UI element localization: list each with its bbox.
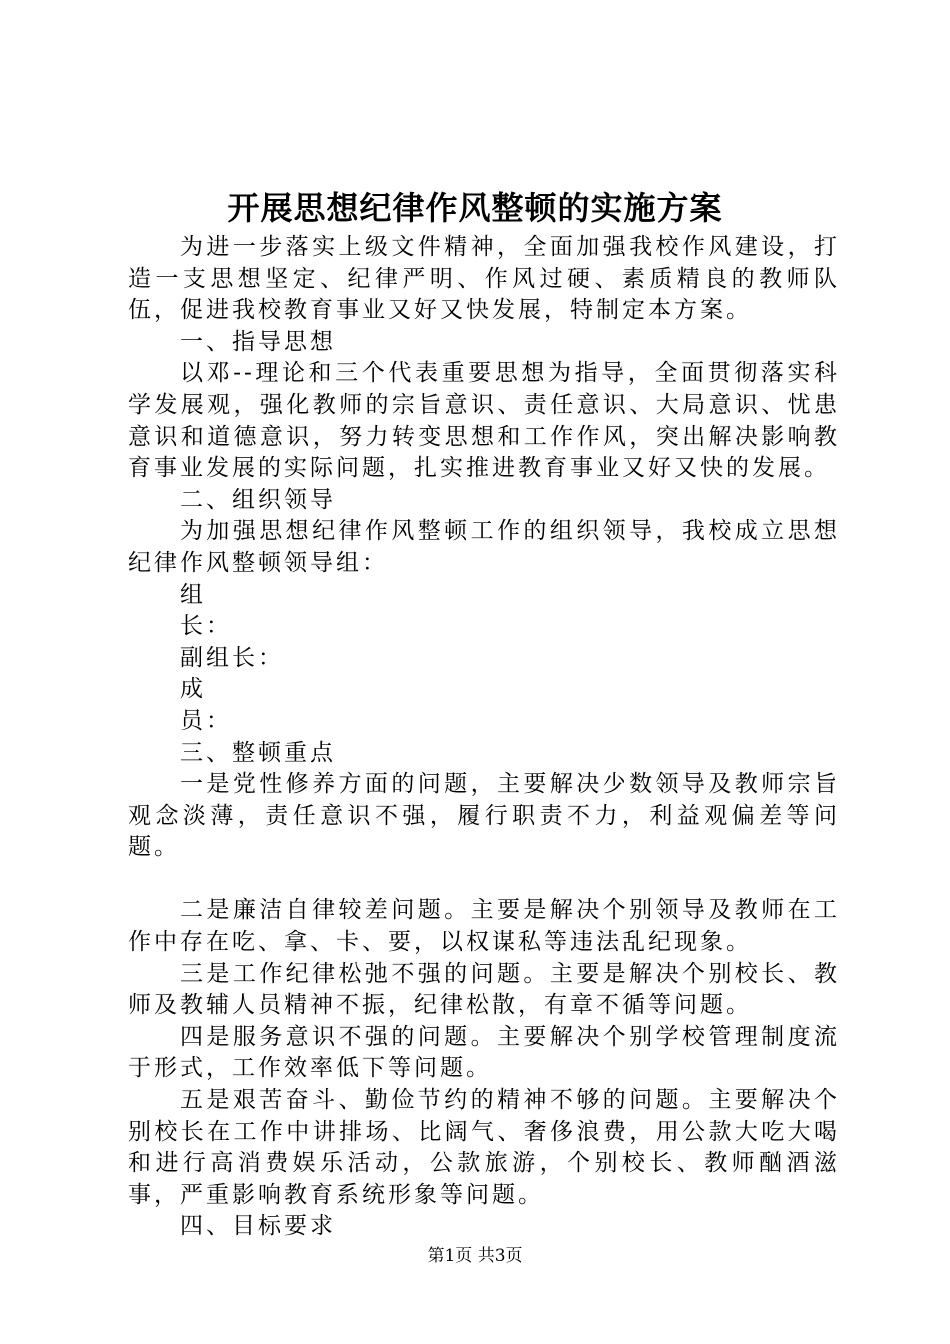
key-point-4: 四是服务意识不强的问题。主要解决个别学校管理制度流于形式，工作效率低下等问题。 (128, 1023, 840, 1082)
intro-paragraph: 为进一步落实上级文件精神，全面加强我校作风建设，打造一支思想坚定、纪律严明、作风过硬、素质精良的教师队伍，促进我校教育事业又好又快发展，特制定本方案。 (128, 234, 840, 324)
organization-paragraph: 为加强思想纪律作风整顿工作的组织领导，我校成立思想纪律作风整顿领导组： (128, 518, 840, 576)
key-point-5: 五是艰苦奋斗、勤俭节约的精神不够的问题。主要解决个别校长在工作中讲排场、比阔气、奢侈浪费，用公款大吃大喝和进行高消费娱乐活动，公款旅游，个别校长、教师酗酒滋事，严重影响教育系统形象等问题。 (128, 1087, 840, 1208)
leader-label: 组长： (180, 581, 232, 640)
deputy-leader-label: 副组长： (180, 644, 284, 671)
section-heading-key-points: 三、整顿重点 (180, 739, 336, 766)
section-heading-guiding-thought: 一、指导思想 (180, 328, 336, 355)
document-body (128, 232, 840, 1243)
guiding-thought-paragraph: 以邓--理论和三个代表重要思想为指导，全面贯彻落实科学发展观，强化教师的宗旨意识、责任意识、大局意识、忧患意识和道德意识，努力转变思想和工作作风，突出解决影响教育事业发展的实际问题，扎实推进教育事业又好又快的发展。 (128, 360, 840, 482)
key-point-1: 一是党性修养方面的问题，主要解决少数领导及教师宗旨观念淡薄，责任意识不强，履行职责不力，利益观偏差等问题。 (128, 771, 840, 861)
members-label: 成员： (180, 676, 232, 734)
document-title: 开展思想纪律作风整顿的实施方案 (227, 189, 723, 227)
page-footer: 第1页 共3页 (427, 1246, 523, 1266)
section-heading-organization: 二、组织领导 (180, 486, 336, 513)
key-point-3: 三是工作纪律松弛不强的问题。主要是解决个别校长、教师及教辅人员精神不振，纪律松散，有章不循等问题。 (128, 960, 840, 1019)
key-point-2: 二是廉洁自律较差问题。主要是解决个别领导及教师在工作中存在吃、拿、卡、要，以权谋私等违法乱纪现象。 (128, 897, 840, 956)
blank-line (128, 864, 840, 896)
section-heading-goals: 四、目标要求 (180, 1213, 336, 1240)
